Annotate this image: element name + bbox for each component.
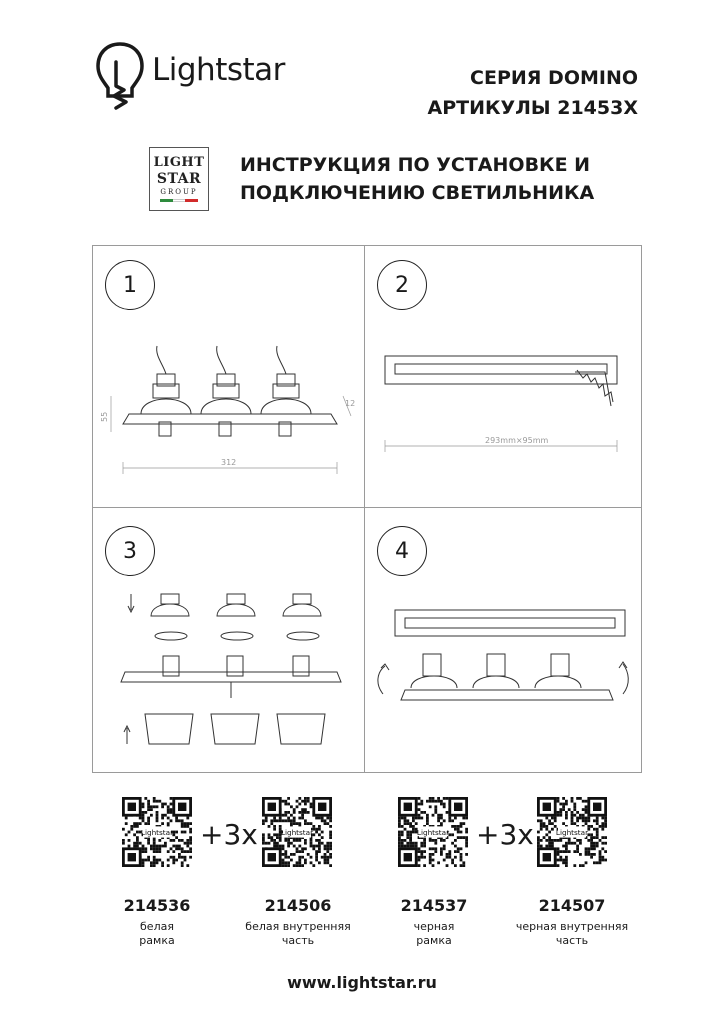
series-info [427, 63, 638, 123]
product-code-1: 214536 [123, 896, 191, 915]
step-1-drawing [93, 246, 365, 508]
product-desc-4-line1: черная внутренняя [515, 920, 629, 933]
lightstar-bulb-logo-icon [92, 40, 148, 114]
step-4-drawing [365, 508, 641, 772]
product-desc-4-line2: часть [555, 934, 589, 947]
step-1-panel [92, 245, 366, 509]
website-link[interactable]: www.lightstar.ru [287, 973, 437, 992]
step-1-dim-width: 312 [221, 458, 237, 467]
product-code-3: 214537 [400, 896, 468, 915]
step-3-drawing [93, 508, 365, 772]
step-2-drawing [365, 246, 641, 508]
qr-code-214506[interactable] [262, 797, 332, 867]
group-logo-line1: LIGHT [153, 155, 205, 170]
product-desc-3-line1: черная [413, 920, 455, 933]
product-code-2: 214506 [264, 896, 332, 915]
qr-code-214507[interactable] [537, 797, 607, 867]
product-desc-2-line1: белая внутренняя [245, 920, 351, 933]
instruction-line2: ПОДКЛЮЧЕНИЮ СВЕТИЛЬНИКА [240, 182, 595, 204]
step-1-number: 1 [105, 260, 155, 310]
step-4-panel [364, 507, 642, 773]
instruction-title [240, 151, 594, 207]
italian-flag-icon [160, 199, 198, 202]
product-desc-3-line2: рамка [416, 934, 452, 947]
qr-brand-label: Lightstar [280, 828, 314, 838]
product-code-4: 214507 [538, 896, 606, 915]
multiplier-1: +3x [200, 818, 258, 851]
qr-code-214537[interactable] [398, 797, 468, 867]
product-desc-1-line1: белая [140, 920, 174, 933]
product-desc-2-line2: часть [281, 934, 315, 947]
lightstar-group-logo [149, 147, 209, 211]
step-3-number: 3 [105, 526, 155, 576]
installation-steps-grid [92, 245, 640, 771]
article-numbers: АРТИКУЛЫ 21453X [427, 97, 638, 119]
qr-brand-label: Lightstar [555, 828, 589, 838]
step-2-panel [364, 245, 642, 509]
step-2-number: 2 [377, 260, 427, 310]
step-4-number: 4 [377, 526, 427, 576]
product-desc-1-line2: рамка [139, 934, 175, 947]
multiplier-2: +3x [476, 818, 534, 851]
qr-brand-label: Lightstar [140, 828, 174, 838]
step-1-dim-side: 12 [345, 399, 356, 408]
product-desc-3 [364, 920, 504, 948]
step-2-cutout-dim: 293mm×95mm [485, 436, 549, 445]
qr-brand-label: Lightstar [416, 828, 450, 838]
product-desc-1 [87, 920, 227, 948]
qr-code-214536[interactable] [122, 797, 192, 867]
series-title: СЕРИЯ DOMINO [470, 67, 638, 89]
step-3-panel [92, 507, 366, 773]
product-desc-2 [228, 920, 368, 948]
product-desc-4 [502, 920, 642, 948]
group-logo-line2: STAR [156, 171, 202, 187]
instruction-line1: ИНСТРУКЦИЯ ПО УСТАНОВКЕ И [240, 154, 591, 176]
group-logo-line3: GROUP [160, 188, 198, 196]
step-1-dim-height: 55 [100, 411, 109, 422]
brand-name: Lightstar [152, 52, 285, 88]
